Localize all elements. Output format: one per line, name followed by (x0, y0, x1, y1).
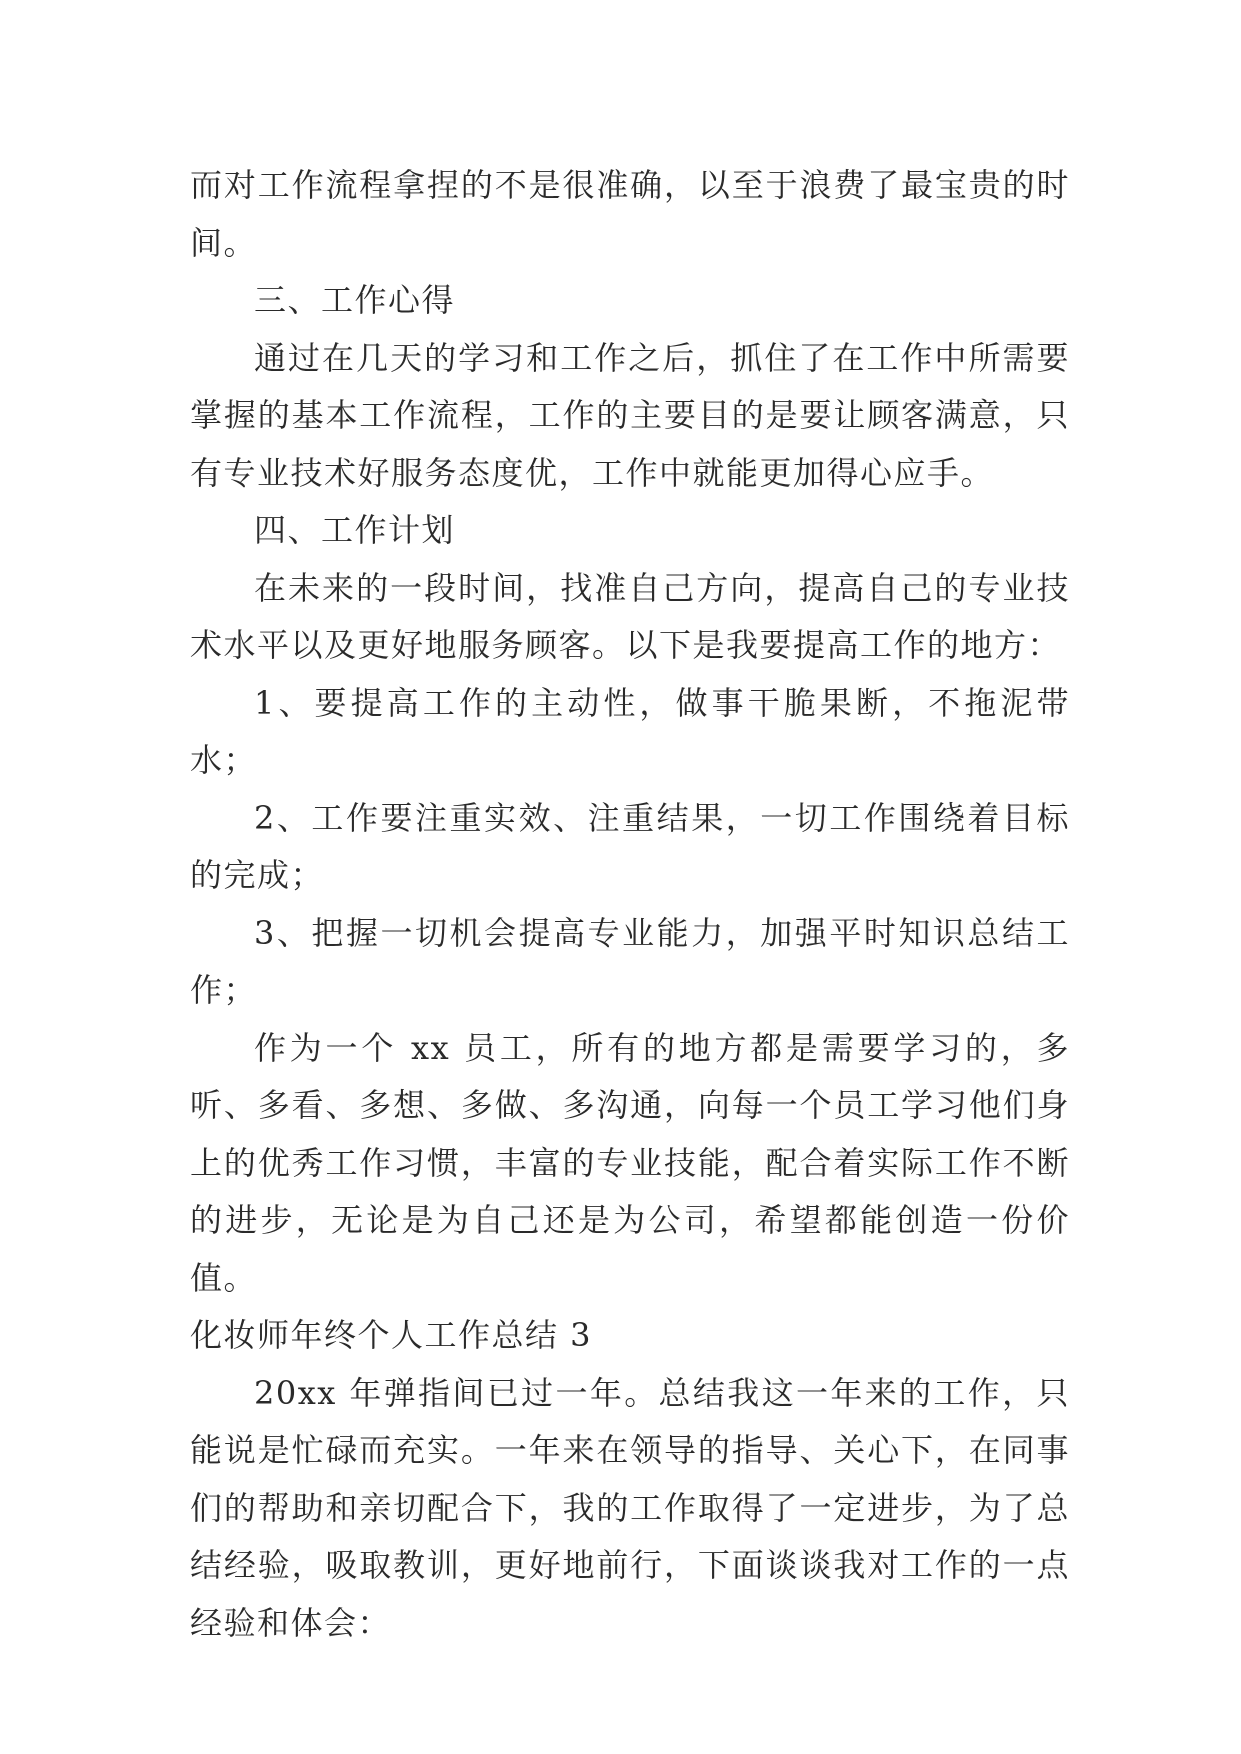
paragraph-work-insights: 通过在几天的学习和工作之后，抓住了在工作中所需要掌握的基本工作流程，工作的主要目的是要让顾客满意，只有专业技术好服务态度优，工作中就能更加得心应手。 (190, 338, 1070, 492)
plan-item-3: 3、把握一切机会提高专业能力，加强平时知识总结工作； (190, 913, 1070, 1009)
article-title-3: 化妆师年终个人工作总结 3 (190, 1316, 593, 1354)
paragraph-closing: 作为一个 xx 员工，所有的地方都是需要学习的，多听、多看、多想、多做、多沟通，向每一个员工学习他们身上的优秀工作习惯，丰富的专业技能，配合着实际工作不断的进步，无论是为自己还是为公司，希望都能创造一份价值。 (190, 1028, 1070, 1297)
paragraph-article-3-intro: 20xx 年弹指间已过一年。总结我这一年来的工作，只能说是忙碌而充实。一年来在领导的指导、关心下，在同事们的帮助和亲切配合下，我的工作取得了一定进步，为了总结经验，吸取教训，更好地前行，下面谈谈我对工作的一点经验和体会： (190, 1373, 1070, 1642)
paragraph-work-plan: 在未来的一段时间，找准自己方向，提高自己的专业技术水平以及更好地服务顾客。以下是我要提高工作的地方： (190, 568, 1070, 664)
document-body (190, 157, 1070, 1652)
paragraph-continuation: 而对工作流程拿捏的不是很准确，以至于浪费了最宝贵的时间。 (190, 166, 1070, 262)
plan-item-1: 1、要提高工作的主动性，做事干脆果断，不拖泥带水； (190, 683, 1070, 779)
plan-item-2: 2、工作要注重实效、注重结果，一切工作围绕着目标的完成； (190, 798, 1070, 894)
section-heading-work-plan: 四、工作计划 (254, 511, 456, 549)
section-heading-work-insights: 三、工作心得 (254, 281, 456, 319)
